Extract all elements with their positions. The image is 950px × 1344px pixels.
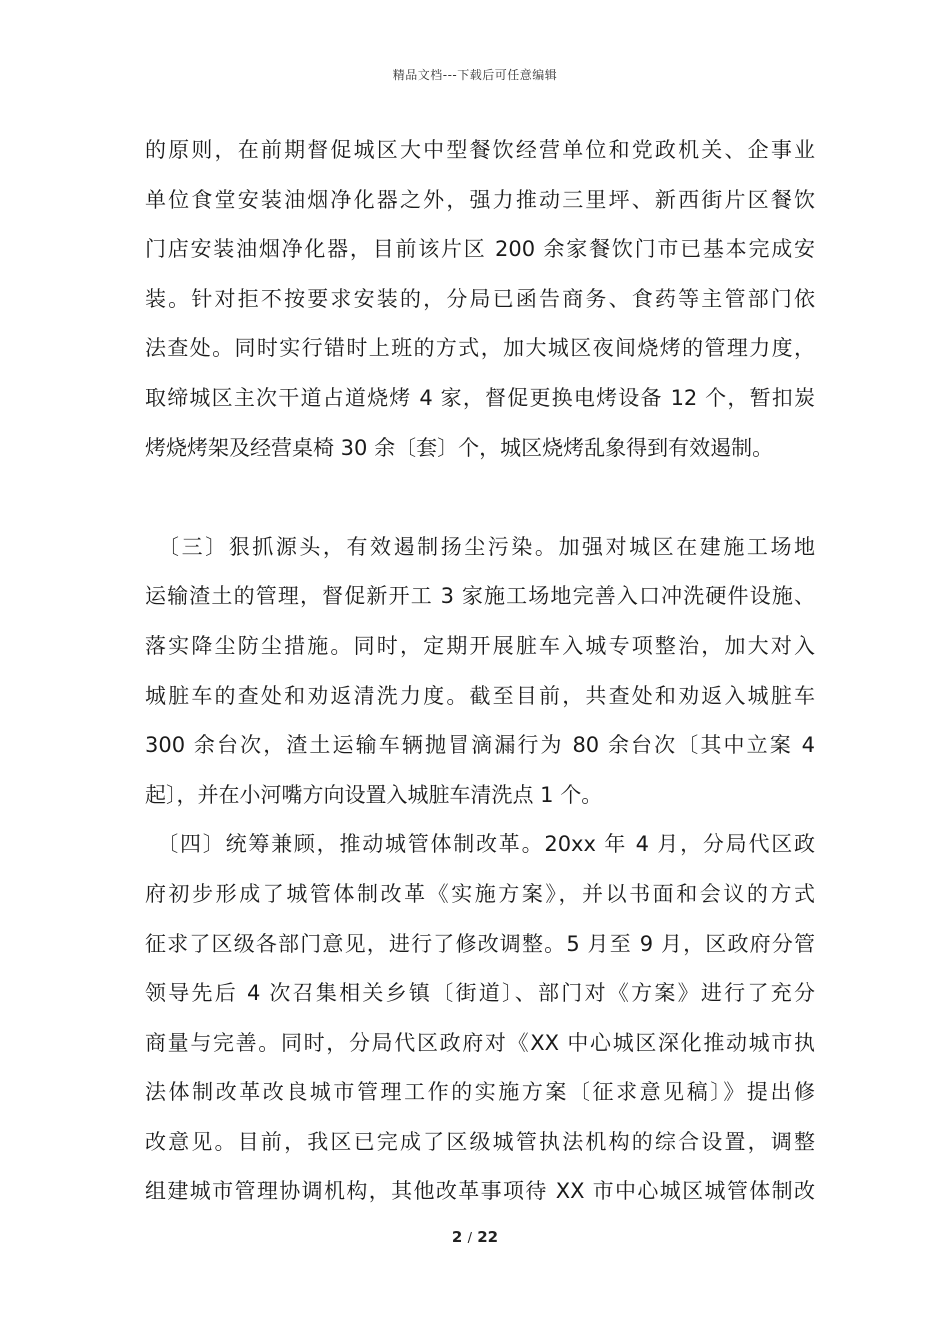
text-line: 的原则，在前期督促城区大中型餐饮经营单位和党政机关、企事业 — [145, 138, 815, 162]
text-line: 装。针对拒不按要求安装的，分局已函告商务、食药等主管部门依 — [145, 286, 815, 311]
current-page: 2 — [451, 1228, 463, 1246]
text-line: 领导先后 4 次召集相关乡镇〔街道〕、部门对《方案》进行了充分 — [145, 981, 815, 1006]
text-line: 起〕，并在小河嘴方向设置入城脏车清洗点 1 个。 — [145, 782, 603, 807]
total-pages: 22 — [477, 1228, 499, 1246]
page-header: 精品文档---下载后可任意编辑 — [392, 68, 558, 82]
text-line: 烤烧烤架及经营桌椅 30 余〔套〕个，城区烧烤乱象得到有效遏制。 — [145, 435, 774, 460]
document-body — [145, 126, 815, 1217]
text-line: 城脏车的查处和劝返清洗力度。截至目前，共查处和劝返入城脏车 — [145, 683, 815, 708]
text-line: 征求了区级各部门意见，进行了修改调整。5 月至 9 月，区政府分管 — [145, 931, 815, 956]
text-line: 门店安装油烟净化器，目前该片区 200 余家餐饮门市已基本完成安 — [145, 237, 815, 262]
text-line: 〔三〕狠抓源头，有效遏制扬尘污染。加强对城区在建施工场地 — [145, 534, 815, 559]
text-line: 法查处。同时实行错时上班的方式，加大城区夜间烧烤的管理力度， — [145, 336, 815, 361]
text-line: 单位食堂安装油烟净化器之外，强力推动三里坪、新西街片区餐饮 — [145, 187, 815, 212]
paragraph-spacer — [145, 473, 815, 523]
text-line: 法体制改革改良城市管理工作的实施方案〔征求意见稿〕》提出修 — [145, 1080, 815, 1105]
page-number — [0, 1228, 950, 1246]
text-line: 落实降尘防尘措施。同时，定期开展脏车入城专项整治，加大对入 — [145, 633, 815, 658]
text-line: 300 余台次，渣土运输车辆抛冒滴漏行为 80 余台次〔其中立案 4 — [145, 733, 815, 758]
page-separator: / — [467, 1231, 472, 1246]
text-line: 改意见。目前，我区已完成了区级城管执法机构的综合设置，调整 — [145, 1129, 815, 1154]
text-line: 府初步形成了城管体制改革《实施方案》，并以书面和会议的方式 — [145, 881, 815, 906]
text-line: 组建城市管理协调机构，其他改革事项待 XX 市中心城区城管体制改 — [145, 1179, 815, 1204]
text-line: 商量与完善。同时，分局代区政府对《XX 中心城区深化推动城市执 — [145, 1030, 815, 1055]
text-line: 〔四〕统筹兼顾，推动城管体制改革。20xx 年 4 月，分局代区政 — [145, 832, 815, 857]
text-line: 取缔城区主次干道占道烧烤 4 家，督促更换电烤设备 12 个，暂扣炭 — [145, 385, 815, 410]
text-line: 运输渣土的管理，督促新开工 3 家施工场地完善入口冲洗硬件设施、 — [145, 584, 815, 609]
